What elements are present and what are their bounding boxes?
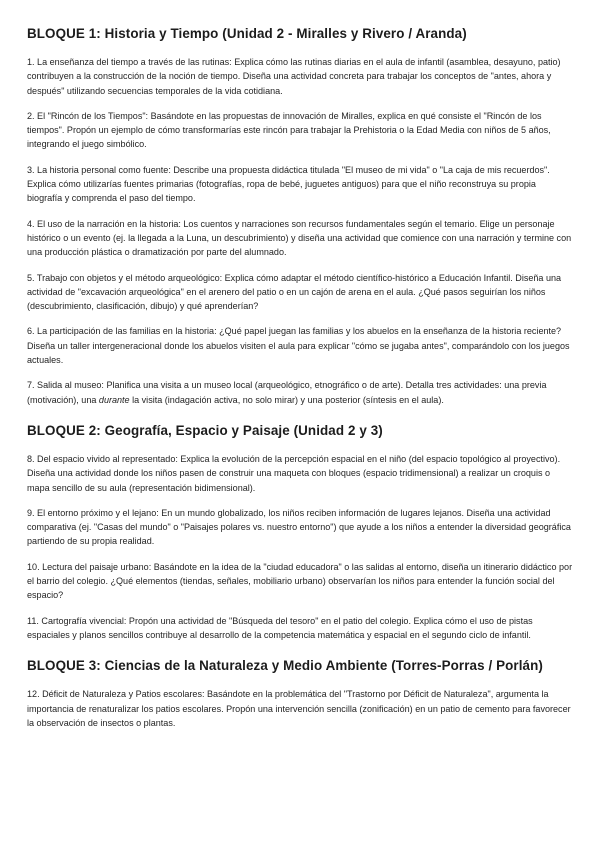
question-6: 6. La participación de las familias en la historia: ¿Qué papel juegan las familias y los abuelos en la enseñanza de la historia reciente? Diseña un taller intergeneracional donde los abuelos visiten el aula para explicar "cómo se jugaba antes", comparándolo con los juegos actuales. [27, 326, 570, 366]
block-1 [27, 26, 573, 407]
question-7-text-end: la visita (indagación activa, no solo mirar) y una posterior (síntesis en el aula). [129, 394, 444, 405]
question-1: 1. La enseñanza del tiempo a través de las rutinas: Explica cómo las rutinas diarias en el aula de infantil (asamblea, desayuno, patio) contribuyen a la construcción de la noción de tiempo. Diseña una actividad concreta para trabajar los conceptos de "antes, ahora y después" utilizando secuencias temporales de la vida cotidiana. [27, 57, 561, 96]
question-4: 4. El uso de la narración en la historia: Los cuentos y narraciones son recursos fundamentales según el temario. Elige un personaje histórico o un evento (ej. la llegada a la Luna, un descubrimiento) y diseña una actividad que comience con una narración y termine con una producción plástica o dramatización por parte del alumnado. [27, 218, 572, 258]
question-7-emphasis: durante [98, 394, 130, 405]
question-11: 11. Cartografía vivencial: Propón una actividad de "Búsqueda del tesoro" en el patio del colegio. Explica cómo el uso de pistas espaciales y planos sencillos contribuye al desarrollo de la competencia matemática y espacial en el segundo ciclo de infantil. [27, 615, 533, 640]
question-12: 12. Déficit de Naturaleza y Patios escolares: Basándote en la problemática del "Trastorno por Déficit de Naturaleza", argumenta la importancia de renaturalizar los patios escolares. Propón una intervención sencilla (zonificación) en un patio de cemento para favorecer la observación de insectos o plantas. [27, 689, 571, 728]
question-5: 5. Trabajo con objetos y el método arqueológico: Explica cómo adaptar el método científico-histórico a Educación Infantil. Diseña una actividad de "excavación arqueológica" en el arenero del patio o en un cajón de arena en el aula. ¿Qué pasos seguirían los niños (descubrimiento, clasificación, dibujo) y qué aprenderían? [27, 272, 562, 312]
question-7 [27, 378, 573, 407]
question-2: 2. El "Rincón de los Tiempos": Basándote en las propuestas de innovación de Miralles, explica en qué consiste el "Rincón de los tiempos". Propón un ejemplo de cómo transformarías este rincón para trabajar la Prehistoria o la Edad Media con niños de 5 años, integrando el juego simbólico. [27, 110, 551, 150]
question-9: 9. El entorno próximo y el lejano: En un mundo globalizado, los niños reciben información de lugares lejanos. Diseña una actividad comparativa (ej. "Casas del mundo" o "Paisajes polares vs. nuestro entorno") que ayude a los niños a entender la diversidad geográfica partiendo de su propia realidad. [27, 507, 571, 547]
question-10: 10. Lectura del paisaje urbano: Basándote en la idea de la "ciudad educadora" o las salidas al entorno, diseña un itinerario didáctico por el barrio del colegio. ¿Qué elementos (tiendas, señales, mobiliario urbano) observarían los niños para entender la función social del espacio? [27, 561, 573, 601]
block-2 [27, 423, 573, 642]
question-8: 8. Del espacio vivido al representado: Explica la evolución de la percepción espacial en el niño (del espacio topológico al proyectivo). Diseña una actividad donde los niños pasen de construir una maqueta con bloques (espacio tridimensional) a realizar un croquis o mapa sencillo de su aula (representación bidimensional). [27, 453, 561, 493]
question-3: 3. La historia personal como fuente: Describe una propuesta didáctica titulada "El museo de mi vida" o "La caja de mis recuerdos". Explica cómo utilizarías fuentes primarias (fotografías, ropa de bebé, juguetes antiguos) para que el niño reconstruya su propia biografía y comprenda el paso del tiempo. [27, 164, 550, 204]
block-1-heading: BLOQUE 1: Historia y Tiempo (Unidad 2 - Miralles y Rivero / Aranda) [27, 26, 467, 41]
block-3 [27, 658, 573, 730]
block-3-heading: BLOQUE 3: Ciencias de la Naturaleza y Medio Ambiente (Torres-Porras / Porlán) [27, 658, 543, 674]
question-7-text-start: 7. Salida al museo: Planifica una visita a un museo local (arqueológico, etnográfico o de arte). Detalla tres actividades: una previa (motivación), una [27, 380, 547, 405]
block-2-heading: BLOQUE 2: Geografía, Espacio y Paisaje (Unidad 2 y 3) [27, 422, 383, 438]
